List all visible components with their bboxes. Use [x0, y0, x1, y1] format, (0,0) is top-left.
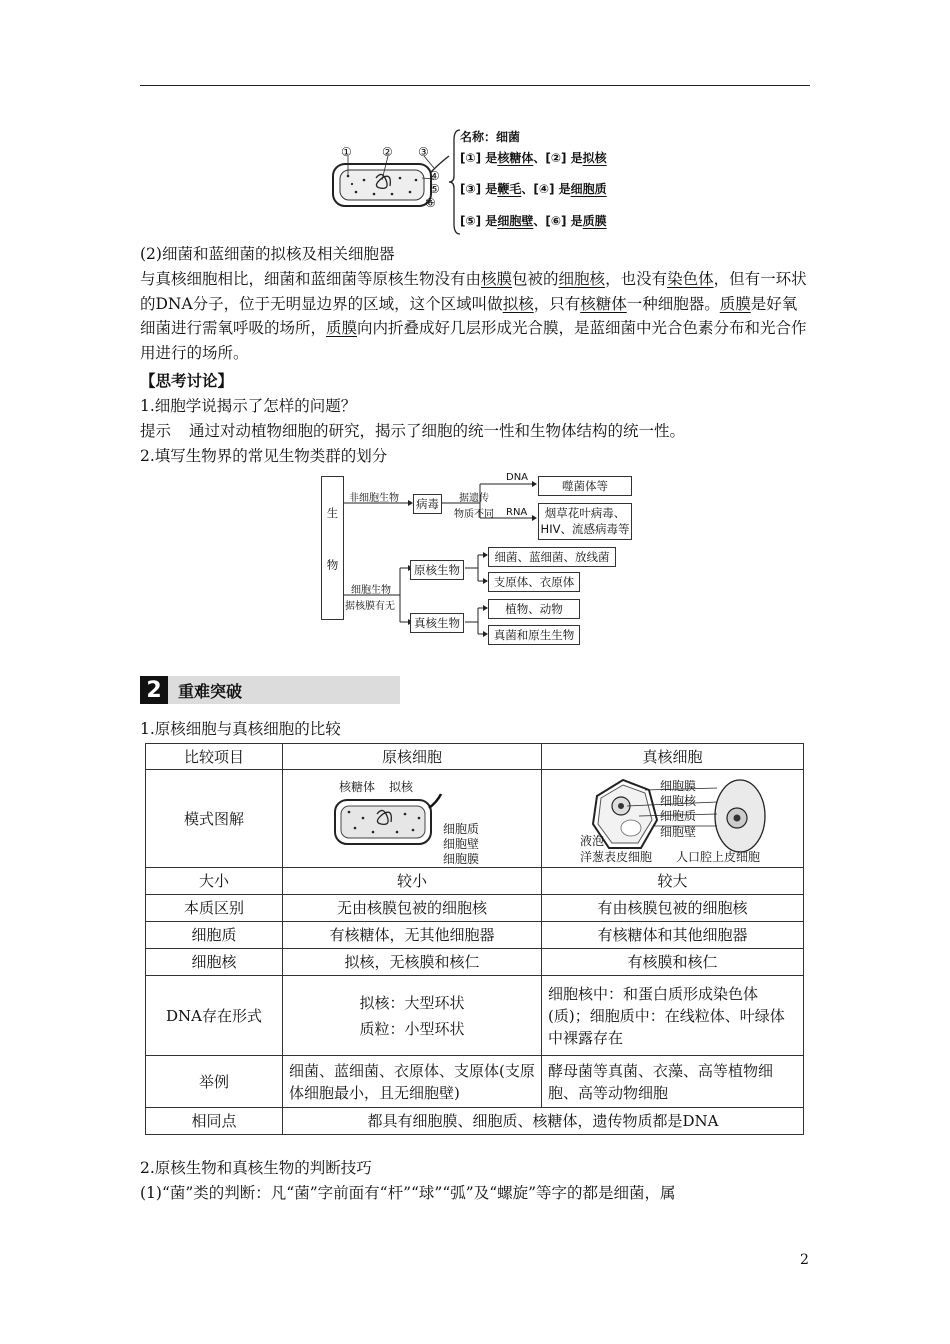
row-common-item: 相同点: [146, 1108, 283, 1135]
pro-nucleoid-label: 拟核: [389, 780, 414, 794]
pro-membrane-label: 细胞膜: [443, 852, 480, 866]
question-2: 2.填写生物界的常见生物类群的划分: [140, 447, 388, 465]
euk-membrane-label: 细胞膜: [660, 779, 697, 793]
table-row: [146, 770, 804, 868]
euk-cheek-label: 人口腔上皮细胞: [676, 850, 761, 864]
row-size-pro: 较小: [283, 868, 542, 895]
eukaryote-diagram-cell: [542, 770, 804, 868]
virus-box: 病毒: [413, 494, 442, 514]
by-material-label-2: 物质不同: [454, 509, 494, 520]
table-header-row: [146, 744, 804, 770]
row-dna-pro: [283, 976, 542, 1056]
marker-5: ⑤: [429, 182, 440, 196]
row-cytoplasm-item: 细胞质: [146, 922, 283, 949]
bacteria-name: 名称：细菌: [460, 130, 521, 144]
eukaryote-example-2: 真菌和原生生物: [488, 625, 580, 645]
table-row: [146, 1056, 804, 1108]
pro-cyto-label: 细胞质: [443, 822, 480, 836]
by-material-label-1: 据遗传: [459, 493, 489, 504]
row-size-euk: 较大: [542, 868, 804, 895]
dna-example-box: 噬菌体等: [538, 476, 632, 496]
rna-label: RNA: [506, 507, 528, 518]
nucleoid-heading: (2)细菌和蓝细菌的拟核及相关细胞器: [140, 245, 395, 263]
cell-org-label: 细胞生物: [351, 585, 391, 596]
table-row: [146, 949, 804, 976]
row-size-item: 大小: [146, 868, 283, 895]
non-cell-label: 非细胞生物: [349, 493, 399, 504]
header-eukaryote: 真核细胞: [542, 744, 804, 770]
header-item: 比较项目: [146, 744, 283, 770]
eukaryote-box: 真核生物: [410, 613, 464, 633]
marker-3: ③: [418, 145, 429, 159]
table-row: [146, 976, 804, 1056]
table-row: [146, 1108, 804, 1135]
rna-example-line-1: 烟草花叶病毒、: [544, 506, 626, 520]
page-number: 2: [800, 1252, 809, 1268]
euk-cyto-label: 细胞质: [660, 809, 697, 823]
diagram-label: 模式图解: [146, 770, 283, 868]
row-essence-item: 本质区别: [146, 895, 283, 922]
section-title: 重难突破: [168, 676, 400, 704]
row-common-text: 都具有细胞膜、细胞质、核糖体，遗传物质都是DNA: [283, 1108, 804, 1135]
row-dna-pro-line-1: 拟核：大型环状: [359, 993, 465, 1012]
root-char-1: 生: [326, 506, 339, 520]
row-essence-euk: 有由核膜包被的细胞核: [542, 895, 804, 922]
row-dna-item: DNA存在形式: [146, 976, 283, 1056]
bacteria-parts-2: [③] 是鞭毛、[④] 是细胞质: [460, 182, 607, 196]
answer-1: 提示 通过对动植物细胞的研究，揭示了细胞的统一性和生物体结构的统一性。: [140, 422, 686, 440]
comparison-table: [145, 743, 804, 1135]
row-nucleus-item: 细胞核: [146, 949, 283, 976]
tips-line-1: (1)“菌”类的判断：凡“菌”字前面有“杆”“球”“弧”及“螺旋”等字的都是细菌，属: [140, 1184, 676, 1202]
question-1: 1.细胞学说揭示了怎样的问题？: [140, 397, 357, 415]
marker-2: ②: [382, 145, 393, 159]
prokaryote-example-2: 支原体、衣原体: [488, 572, 580, 592]
row-dna-pro-line-2: 质粒：小型环状: [359, 1019, 465, 1038]
root-box: [321, 476, 344, 620]
nucleoid-paragraph: 与真核细胞相比，细菌和蓝细菌等原核生物没有由核膜包被的细胞核，也没有染色体，但有一环状的DNA分子，位于无明显边界的区域，这个区域叫做拟核，只有核糖体一种细胞器。质膜是好氧细菌进行需氧呼吸的场所，质膜向内折叠成好几层形成光合膜，是蓝细菌中光合色素分布和光合作用进行的场所。: [140, 270, 807, 362]
tips-title: 2.原核生物和真核生物的判断技巧: [140, 1159, 372, 1177]
prokaryote-example-1: 细菌、蓝细菌、放线菌: [488, 547, 616, 567]
marker-1: ①: [341, 145, 352, 159]
row-dna-euk: 细胞核中：和蛋白质形成染色体(质)；细胞质中：在线粒体、叶绿体中裸露存在: [542, 976, 804, 1056]
root-char-2: 物: [326, 558, 339, 572]
marker-4: ④: [429, 169, 440, 183]
section-number: 2: [140, 676, 168, 704]
row-nucleus-euk: 有核膜和核仁: [542, 949, 804, 976]
header-prokaryote: 原核细胞: [283, 744, 542, 770]
row-example-euk: 酵母菌等真菌、衣藻、高等植物细胞、高等动物细胞: [542, 1056, 804, 1108]
pro-wall-label: 细胞壁: [443, 837, 480, 851]
euk-vacuole-label: 液泡: [580, 834, 605, 848]
pro-ribosome-label: 核糖体: [339, 780, 376, 794]
row-example-item: 举例: [146, 1056, 283, 1108]
header-rule: [140, 85, 810, 86]
prokaryote-cell-diagram: [333, 792, 443, 848]
table-row: [146, 868, 804, 895]
euk-nucleus-label: 细胞核: [660, 794, 697, 808]
euk-onion-label: 洋葱表皮细胞: [580, 850, 653, 864]
compare-title: 1.原核细胞与真核细胞的比较: [140, 720, 341, 738]
rna-example-box: [538, 503, 632, 540]
marker-6: ⑥: [425, 196, 436, 210]
row-essence-pro: 无由核膜包被的细胞核: [283, 895, 542, 922]
rna-example-line-2: HIV、流感病毒等: [540, 522, 630, 536]
prokaryote-diagram-cell: [283, 770, 542, 868]
section-header: [140, 676, 400, 704]
eukaryote-example-1: 植物、动物: [488, 599, 580, 619]
discussion-title: 【思考讨论】: [140, 371, 234, 390]
row-example-pro: 细菌、蓝细菌、衣原体、支原体(支原体细胞最小，且无细胞壁): [283, 1056, 542, 1108]
dna-label: DNA: [506, 472, 529, 483]
row-cytoplasm-pro: 有核糖体，无其他细胞器: [283, 922, 542, 949]
bacteria-parts-1: [①] 是核糖体、[②] 是拟核: [460, 151, 607, 165]
row-nucleus-pro: 拟核，无核膜和核仁: [283, 949, 542, 976]
row-cytoplasm-euk: 有核糖体和其他细胞器: [542, 922, 804, 949]
euk-wall-label: 细胞壁: [660, 825, 697, 839]
by-membrane-label: 据核膜有无: [345, 601, 395, 612]
table-row: [146, 922, 804, 949]
table-row: [146, 895, 804, 922]
bacteria-parts-3: [⑤] 是细胞壁、[⑥] 是质膜: [460, 214, 607, 228]
prokaryote-box: 原核生物: [410, 560, 464, 580]
